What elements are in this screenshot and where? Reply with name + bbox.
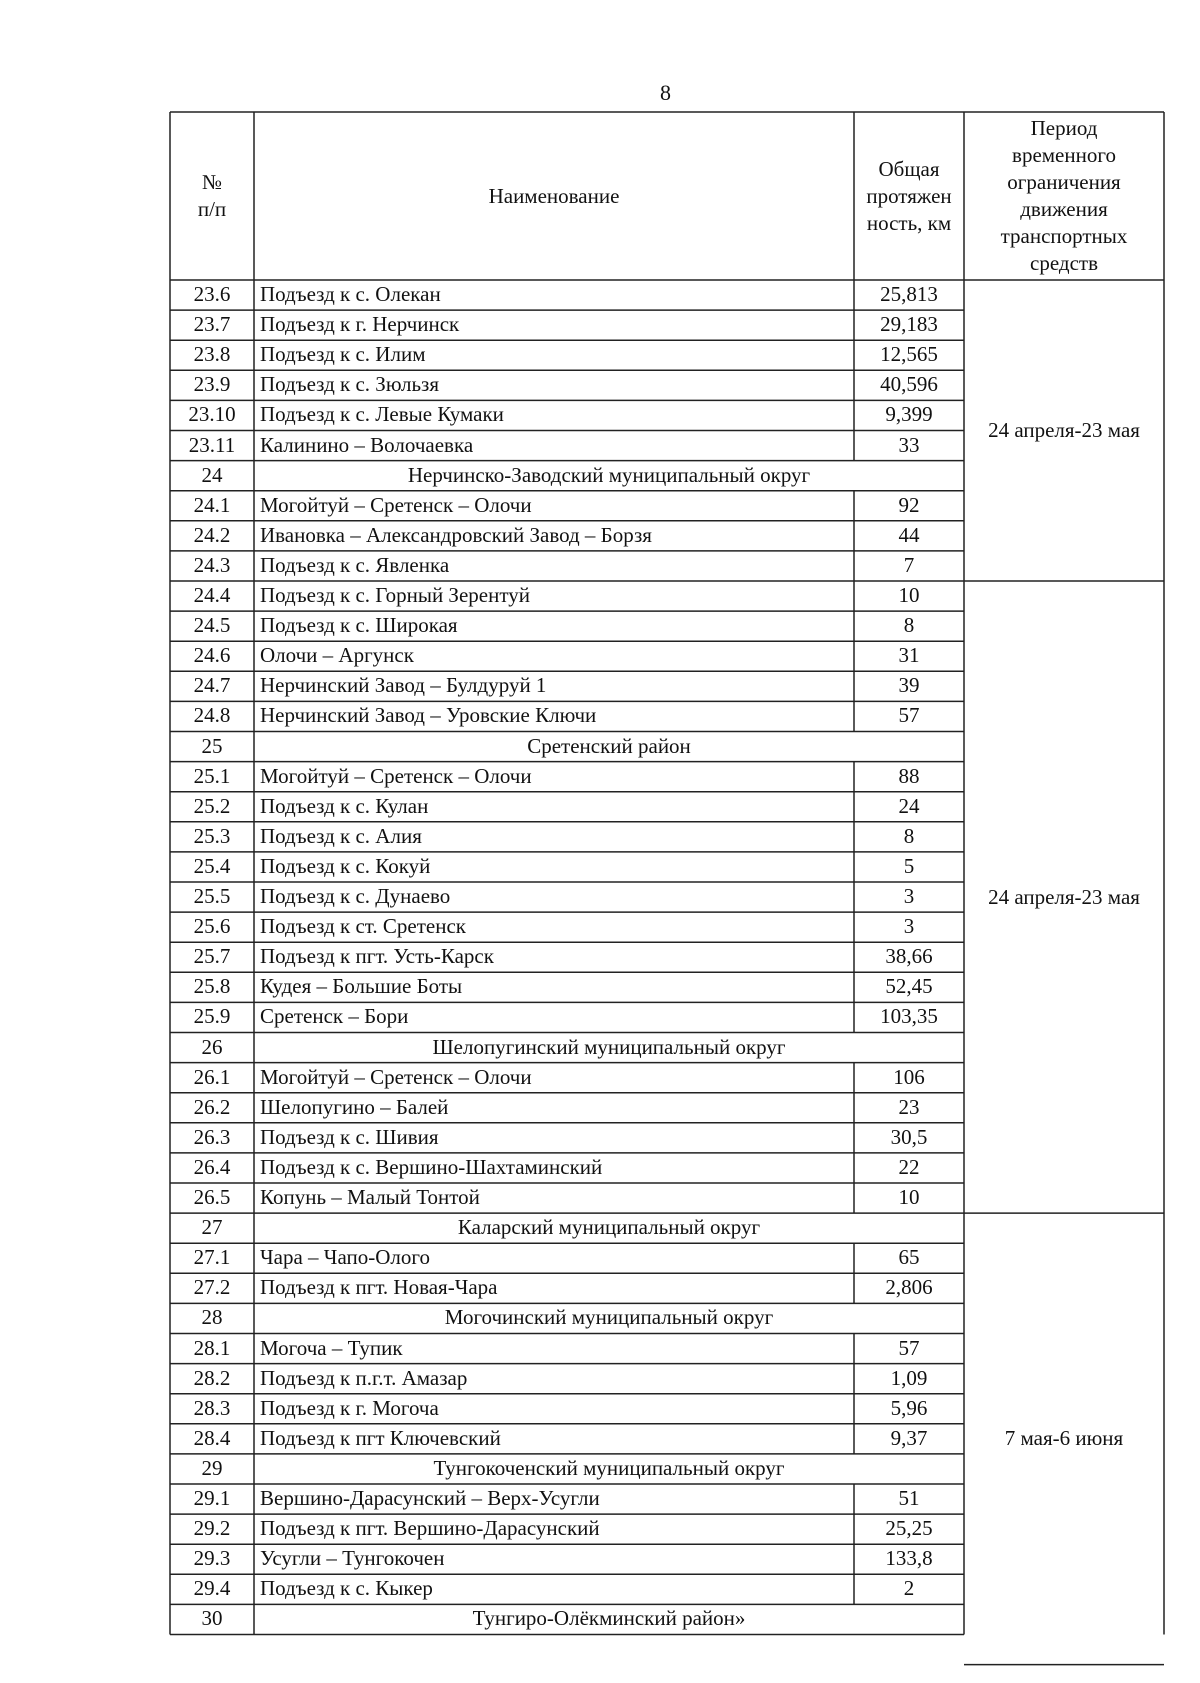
section-title: Каларский муниципальный округ [457,1215,761,1240]
road-length: 5,96 [890,1395,928,1420]
row-number: 24.8 [193,703,231,728]
road-length: 52,45 [885,974,933,999]
road-name: Подъезд к пгт Ключевский [260,1425,501,1450]
row-number: 25.5 [193,884,231,908]
road-length: 40,596 [880,372,938,397]
row-number: 28.4 [193,1425,231,1450]
road-length: 3 [903,884,915,908]
road-length: 24 [898,793,920,818]
row-number: 24.3 [193,552,231,577]
header-period: Период временного ограничения движения транспортных средств [1000,116,1128,275]
row-number: 25.1 [193,763,231,788]
road-name: Могойтуй – Сретенск – Олочи [260,492,532,517]
period-cell: 24 апреля-23 мая [988,418,1140,442]
row-number: 26.4 [193,1154,231,1179]
section-title: Тунгокоченский муниципальный округ [433,1455,785,1480]
row-number: 29.3 [193,1546,231,1571]
row-number: 25.6 [193,914,231,939]
row-number: 27 [201,1215,223,1240]
road-name: Сретенск – Бори [260,1004,409,1029]
row-number: 26.5 [193,1185,231,1209]
road-name: Вершино-Дарасунский – Верх-Усугли [260,1486,600,1510]
road-name: Кудея – Большие Боты [260,974,463,999]
road-length: 1,09 [890,1365,928,1390]
road-name: Могойтуй – Сретенск – Олочи [260,1064,532,1089]
road-name: Чара – Чапо-Олого [260,1245,430,1270]
road-name: Шелопугино – Балей [260,1094,449,1119]
row-number: 24 [201,462,223,487]
road-name: Подъезд к пгт. Усть-Карск [260,944,494,969]
road-length: 9,37 [890,1425,928,1450]
row-number: 28.3 [193,1395,231,1420]
road-length: 65 [898,1245,920,1270]
row-number: 29.2 [193,1516,231,1541]
row-number: 25.7 [193,944,231,969]
row-number: 24.1 [193,492,231,517]
road-name: Подъезд к с. Левые Кумаки [260,402,504,427]
row-number: 29.1 [193,1486,231,1510]
road-name: Подъезд к ст. Сретенск [260,914,466,939]
header-number: № п/п [197,170,227,221]
road-length: 3 [903,914,915,939]
road-length: 51 [898,1486,920,1510]
section-title: Могочинский муниципальный округ [444,1305,774,1330]
section-title: Тунгиро-Олёкминский район» [472,1606,746,1631]
road-length: 22 [898,1154,920,1179]
road-name: Калинино – Волочаевка [260,432,474,457]
row-number: 24.5 [193,613,231,638]
row-number: 23.9 [193,372,231,397]
row-number: 23.6 [193,282,231,306]
row-number: 26 [201,1034,223,1059]
header-name: Наименование [488,183,620,208]
road-length: 2,806 [885,1275,933,1300]
road-length: 5 [903,853,915,878]
road-length: 57 [898,703,920,728]
road-name: Подъезд к с. Вершино-Шахтаминский [260,1154,603,1179]
road-length: 57 [898,1335,920,1360]
period-cell: 24 апреля-23 мая [988,884,1140,909]
road-length: 33 [898,432,920,457]
road-name: Подъезд к с. Алия [260,823,422,848]
road-length: 133,8 [885,1546,933,1571]
road-name: Ивановка – Александровский Завод – Борзя [260,522,652,547]
road-name: Подъезд к г. Нерчинск [260,312,460,337]
row-number: 24.4 [193,583,231,607]
road-name: Подъезд к г. Могоча [260,1395,439,1420]
section-title: Нерчинско-Заводский муниципальный округ [407,462,811,487]
row-number: 23.7 [193,312,231,337]
road-length: 92 [898,492,920,517]
page-number: 8 [660,80,671,105]
road-length: 25,813 [880,282,938,306]
road-length: 23 [898,1094,920,1119]
road-length: 8 [903,823,915,848]
row-number: 25.3 [193,823,231,848]
road-length: 9,399 [885,402,933,427]
row-number: 28.1 [193,1335,231,1360]
road-name: Нерчинский Завод – Булдуруй 1 [260,673,547,698]
road-name: Подъезд к с. Олекан [260,282,441,306]
road-name: Подъезд к с. Дунаево [260,884,451,908]
road-name: Подъезд к пгт. Вершино-Дарасунский [260,1516,600,1541]
row-number: 25 [201,733,223,758]
row-number: 24.6 [193,643,231,668]
road-length: 30,5 [890,1124,928,1149]
road-length: 10 [898,583,920,607]
period-cell: 7 мая-6 июня [1004,1426,1124,1451]
road-length: 2 [903,1576,915,1601]
section-title: Сретенский район [527,733,691,758]
road-name: Подъезд к с. Горный Зерентуй [260,583,530,607]
road-length: 10 [898,1185,920,1209]
road-length: 7 [903,552,915,577]
road-name: Подъезд к с. Зюльзя [260,372,440,397]
road-name: Могойтуй – Сретенск – Олочи [260,763,532,788]
road-name: Усугли – Тунгокочен [260,1546,445,1571]
road-length: 106 [893,1064,925,1089]
road-name: Подъезд к с. Явленка [260,552,450,577]
road-length: 25,25 [885,1516,933,1541]
road-name: Подъезд к с. Широкая [260,613,458,638]
road-name: Подъезд к с. Кулан [260,793,429,818]
road-name: Могоча – Тупик [260,1335,403,1360]
row-number: 25.9 [193,1004,231,1029]
row-number: 25.2 [193,793,231,818]
row-number: 27.2 [193,1275,231,1300]
row-number: 28 [201,1305,223,1330]
road-length: 8 [903,613,915,638]
road-length: 12,565 [880,342,938,367]
row-number: 26.2 [193,1094,231,1119]
road-name: Подъезд к пгт. Новая-Чара [260,1275,498,1300]
road-length: 44 [898,522,920,547]
road-length: 29,183 [880,312,938,337]
road-name: Нерчинский Завод – Уровские Ключи [260,703,597,728]
road-name: Подъезд к с. Кокуй [260,853,431,878]
row-number: 25.8 [193,974,231,999]
road-name: Олочи – Аргунск [260,643,414,668]
header-length: Общая протяжен ность, км [866,156,952,235]
road-name: Подъезд к с. Кыкер [260,1576,433,1601]
row-number: 25.4 [193,853,231,878]
row-number: 23.11 [188,432,236,457]
row-number: 27.1 [193,1245,231,1270]
road-name: Подъезд к с. Шивия [260,1124,439,1149]
row-number: 23.8 [193,342,231,367]
road-name: Подъезд к с. Илим [260,342,426,367]
row-number: 30 [201,1606,223,1631]
road-length: 103,35 [880,1004,938,1029]
row-number: 23.10 [188,402,236,427]
road-length: 31 [898,643,920,668]
road-length: 38,66 [885,944,933,969]
row-number: 24.2 [193,522,231,547]
road-length: 88 [898,763,920,788]
row-number: 26.3 [193,1124,231,1149]
road-name: Копунь – Малый Тонтой [260,1185,480,1209]
row-number: 29.4 [193,1576,231,1601]
row-number: 28.2 [193,1365,231,1390]
row-number: 24.7 [193,673,231,698]
road-length: 39 [898,673,920,698]
road-name: Подъезд к п.г.т. Амазар [260,1365,468,1390]
row-number: 26.1 [193,1064,231,1089]
row-number: 29 [201,1455,223,1480]
section-title: Шелопугинский муниципальный округ [432,1034,786,1059]
